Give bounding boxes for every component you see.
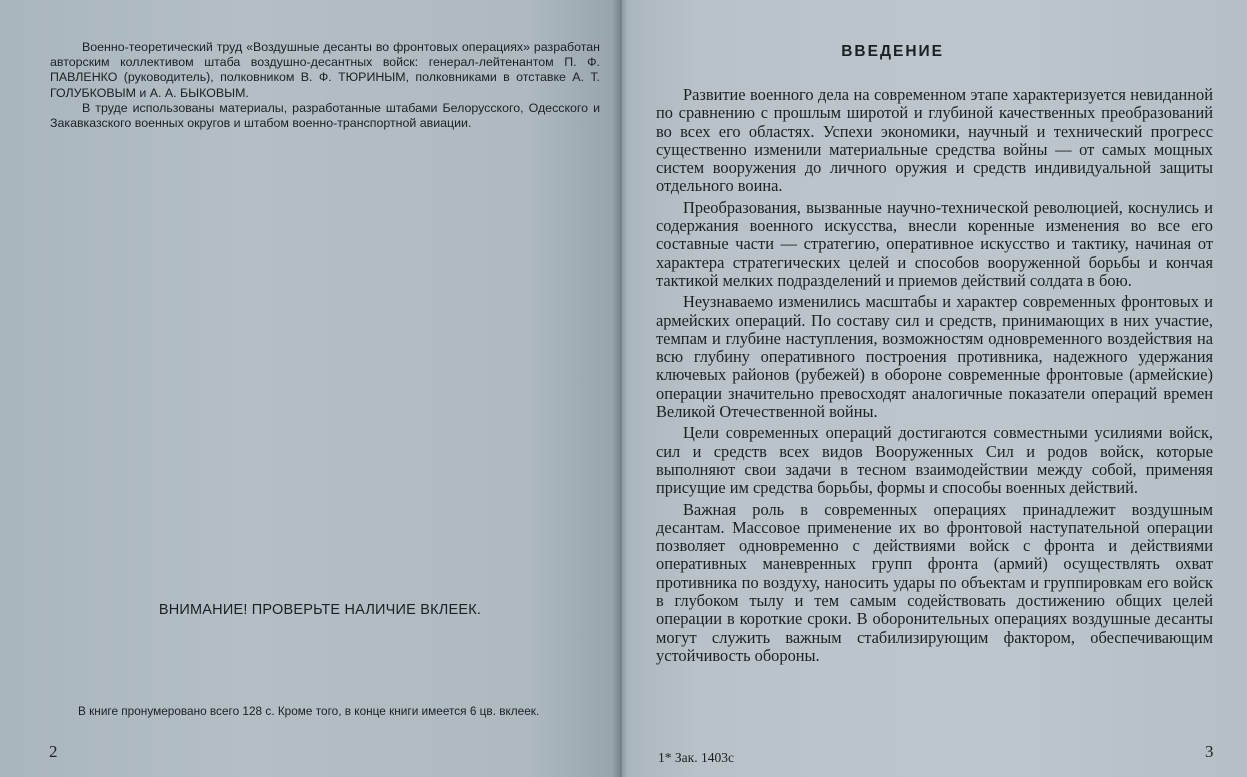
inserts-notice: ВНИМАНИЕ! ПРОВЕРЬТЕ НАЛИЧИЕ ВКЛЕЕК. [158, 602, 482, 618]
page-number-left: 2 [49, 742, 58, 761]
page-count-note: В книге пронумеровано всего 128 с. Кроме того, в конце книги имеется 6 цв. вклеек. [78, 704, 540, 718]
print-order-mark: 1* Зак. 1403с [658, 750, 734, 765]
body-paragraph: Цели современных операций достигаются совместными усилиями войск, сил и средств всех видов Вооруженных Сил и родов войск, которые выполняют свои задачи в тесном взаимодействии между собой, применяя присущие им средства борьбы, формы и способы военных действий. [656, 423, 1213, 498]
body-paragraph: Преобразования, вызванные научно-технической революцией, коснулись и содержания военного искусства, внесли коренные изменения во все его составные части — стратегию, оперативное искусство и тактику, начиная от характера стратегических целей и способов вооруженной борьбы и кончая тактикой мелких подразделений и приемов действий солдата в бою. [656, 197, 1213, 290]
introduction-text [656, 86, 1213, 668]
book-gutter [612, 0, 628, 777]
chapter-title: ВВЕДЕНИЕ [841, 43, 944, 60]
authors-credits [50, 40, 600, 131]
credits-paragraph: В труде использованы материалы, разработанные штабами Белорусского, Одесского и Закавказского военных округов и штабом военно-транспортной авиации. [50, 100, 600, 131]
page-number-right: 3 [1205, 742, 1214, 761]
body-paragraph: Важная роль в современных операциях принадлежит воздушным десантам. Массовое применение их во фронтовой наступательной операции позволяет одновременно с действиями войск с фронта и действиями оперативных маневренных групп фронта (армий) осуществлять охват противника по воздуху, наносить удары по объектам и группировкам его войск в глубоком тылу и тем самым содействовать достижению общих целей операции в короткие сроки. В оборонительных операциях воздушные десанты могут служить важным стабилизирующим фактором, обеспечивающим устойчивость обороны. [656, 499, 1213, 665]
body-paragraph: Неузнаваемо изменились масштабы и характер современных фронтовых и армейских операций. По составу сил и средств, принимающих в них участие, темпам и глубине наступления, возможностям одновременного воздействия на всю глубину оперативного построения противника, надежного удержания ключевых районов (рубежей) в обороне современные фронтовые (армейские) операции значительно превосходят аналогичные показатели операций времен Великой Отечественной войны. [656, 292, 1213, 422]
credits-paragraph: Военно-теоретический труд «Воздушные десанты во фронтовых операциях» разработан авторским коллективом штаба воздушно-десантных войск: генерал-лейтенантом П. Ф. ПАВЛЕНКО (руководитель), полковником В. Ф. ТЮРИНЫМ, полковниками в отставке А. Т. ГОЛУБКОВЫМ и А. А. БЫКОВЫМ. [50, 40, 600, 100]
body-paragraph: Развитие военного дела на современном этапе характеризуется невиданной по сравнению с прошлым широтой и глубиной качественных преобразований во всех его областях. Успехи экономики, научный и технический прогресс существенно изменили материальные средства войны — от самых мощных систем вооружения до личного оружия и средств индивидуальной защиты отдельного воина. [656, 85, 1213, 196]
left-page [0, 0, 620, 777]
